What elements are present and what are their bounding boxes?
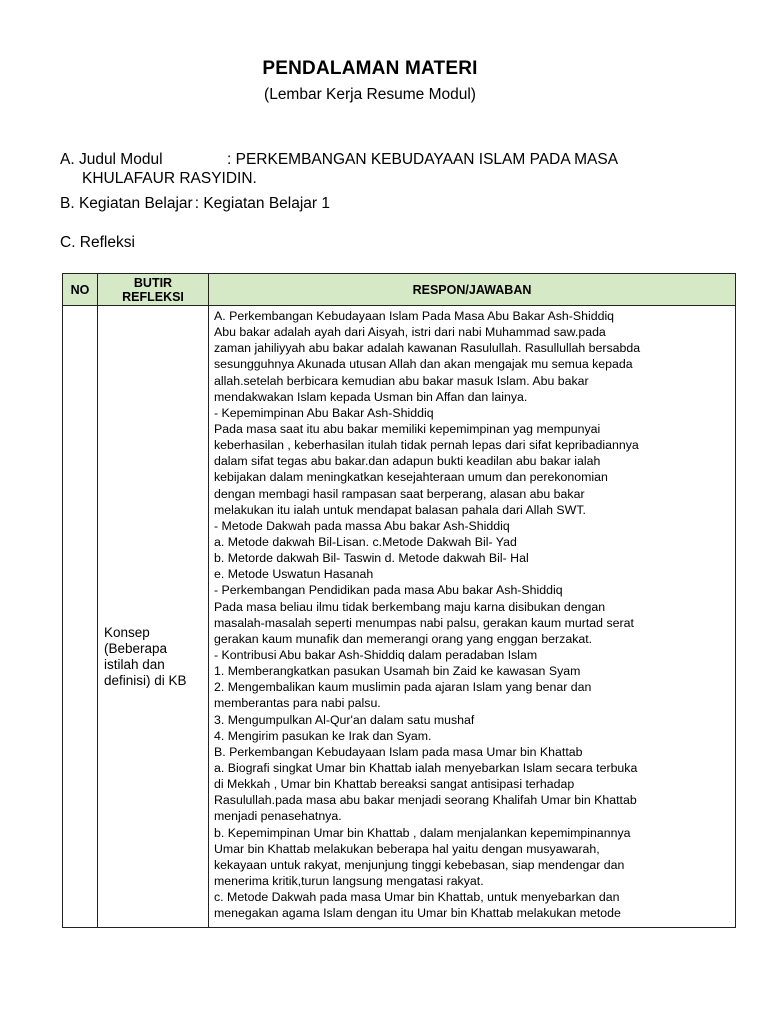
response-line: kekayaan untuk rakyat, menjunjung tinggi kebebasan, siap mendengar dan	[214, 857, 625, 872]
response-line: menjadi penasehatnya.	[214, 809, 342, 824]
response-line: 3. Mengumpulkan Al-Qur'an dalam satu mushaf	[214, 712, 475, 727]
response-line: a. Metode dakwah Bil-Lisan. c.Metode Dakwah Bil- Yad	[214, 534, 517, 549]
response-line: Abu bakar adalah ayah dari Aisyah, istri dari nabi Muhammad saw.pada	[214, 325, 606, 340]
header-respon-jawaban: RESPON/JAWABAN	[209, 274, 736, 306]
response-line: - Kepemimpinan Abu Bakar Ash-Shiddiq	[214, 405, 434, 420]
table-row	[63, 306, 736, 928]
response-line: melakukan itu ialah untuk mendapat balasan pahala dari Allah SWT.	[214, 502, 586, 517]
response-line: dengan membagi hasil rampasan saat berperang, alasan abu bakar	[214, 486, 585, 501]
response-line: memberantas para nabi palsu.	[214, 696, 381, 711]
response-line: c. Metode Dakwah pada masa Umar bin Khattab, untuk menyebarkan dan	[214, 890, 620, 905]
cell-respon-jawaban	[209, 306, 736, 928]
kegiatan-belajar-value: : Kegiatan Belajar 1	[194, 195, 330, 212]
response-line: - Perkembangan Pendidikan pada masa Abu bakar Ash-Shiddiq	[214, 583, 563, 598]
refleksi-table	[62, 273, 736, 928]
cell-butir-refleksi: Konsep (Beberapa istilah dan definisi) di KB	[98, 306, 209, 928]
response-line: kebijakan dalam meningkatkan kesejahteraan umum dan perekonomian	[214, 470, 608, 485]
response-line: dalam sifat tegas abu bakar.dan adapun bukti keadilan abu bakar ialah	[214, 454, 601, 469]
response-line: - Kontribusi Abu bakar Ash-Shiddiq dalam peradaban Islam	[214, 647, 538, 662]
response-line: menegakan agama Islam dengan itu Umar bin Khattab melakukan metode	[214, 906, 621, 921]
response-line: A. Perkembangan Kebudayaan Islam Pada Masa Abu Bakar Ash-Shiddiq	[214, 309, 615, 323]
page-title: PENDALAMAN MATERI	[262, 58, 478, 79]
judul-modul-label: A. Judul Modul	[60, 151, 163, 168]
kegiatan-belajar-label: B. Kegiatan Belajar	[60, 195, 193, 212]
response-line: 2. Mengembalikan kaum muslimin pada ajaran Islam yang benar dan	[214, 680, 592, 695]
response-line: b. Metorde dakwah Bil- Taswin d. Metode dakwah Bil- Hal	[214, 551, 529, 566]
response-line: e. Metode Uswatun Hasanah	[214, 567, 374, 582]
response-line: sesungguhnya Akunada utusan Allah dan akan mengajak mu semua kepada	[214, 357, 633, 372]
response-line: zaman jahiliyyah abu bakar adalah kawanan Rasulullah. Rasullullah bersabda	[214, 341, 641, 356]
response-line: Pada masa saat itu abu bakar memiliki kepemimpinan yag mempunyai	[214, 421, 601, 436]
refleksi-heading: C. Refleksi	[60, 234, 135, 251]
response-line: Rasulullah.pada masa abu bakar menjadi seorang Khalifah Umar bin Khattab	[214, 793, 637, 808]
kegiatan-belajar-line	[60, 195, 330, 213]
response-line: masalah-masalah seperti menumpas nabi palsu, gerakan kaum murtad serat	[214, 615, 634, 630]
header-butir-refleksi: BUTIR REFLEKSI	[98, 274, 209, 306]
table-header-row	[63, 274, 736, 306]
cell-no	[63, 306, 98, 928]
page-subtitle: (Lembar Kerja Resume Modul)	[264, 86, 476, 103]
header-no: NO	[63, 274, 98, 306]
response-line: gerakan kaum munafik dan memerangi orang yang enggan berzakat.	[214, 631, 593, 646]
judul-modul-line	[60, 151, 618, 169]
response-line: a. Biografi singkat Umar bin Khattab ialah menyebarkan Islam secara terbuka	[214, 760, 638, 775]
response-line: 1. Memberangkatkan pasukan Usamah bin Zaid ke kawasan Syam	[214, 664, 581, 679]
response-line: di Mekkah , Umar bin Khattab bereaksi sangat antisipasi terhadap	[214, 777, 575, 792]
judul-modul-value: : PERKEMBANGAN KEBUDAYAAN ISLAM PADA MASA	[227, 151, 619, 168]
response-line: - Metode Dakwah pada massa Abu bakar Ash-Shiddiq	[214, 518, 510, 533]
response-line: keberhasilan , keberhasilan itulah tidak pernah lepas dari sifat kepribadiannya	[214, 438, 639, 453]
response-line: Umar bin Khattab melakukan beberapa hal yaitu dengan musyawarah,	[214, 841, 600, 856]
response-line: B. Perkembangan Kebudayaan Islam pada masa Umar bin Khattab	[214, 744, 583, 759]
response-line: 4. Mengirim pasukan ke Irak dan Syam.	[214, 728, 432, 743]
response-line: Pada masa beliau ilmu tidak berkembang maju karna disibukan dengan	[214, 599, 606, 614]
judul-modul-value-cont: KHULAFAUR RASYIDIN.	[82, 170, 257, 187]
response-line: mendakwakan Islam kepada Usman bin Affan dan lainya.	[214, 389, 528, 404]
response-line: menerima kritik,turun langsung mengatasi rakyat.	[214, 873, 484, 888]
response-line: b. Kepemimpinan Umar bin Khattab , dalam menjalankan kepemimpinannya	[214, 825, 631, 840]
response-line: allah.setelah berbicara kemudian abu bakar masuk Islam. Abu bakar	[214, 373, 589, 388]
